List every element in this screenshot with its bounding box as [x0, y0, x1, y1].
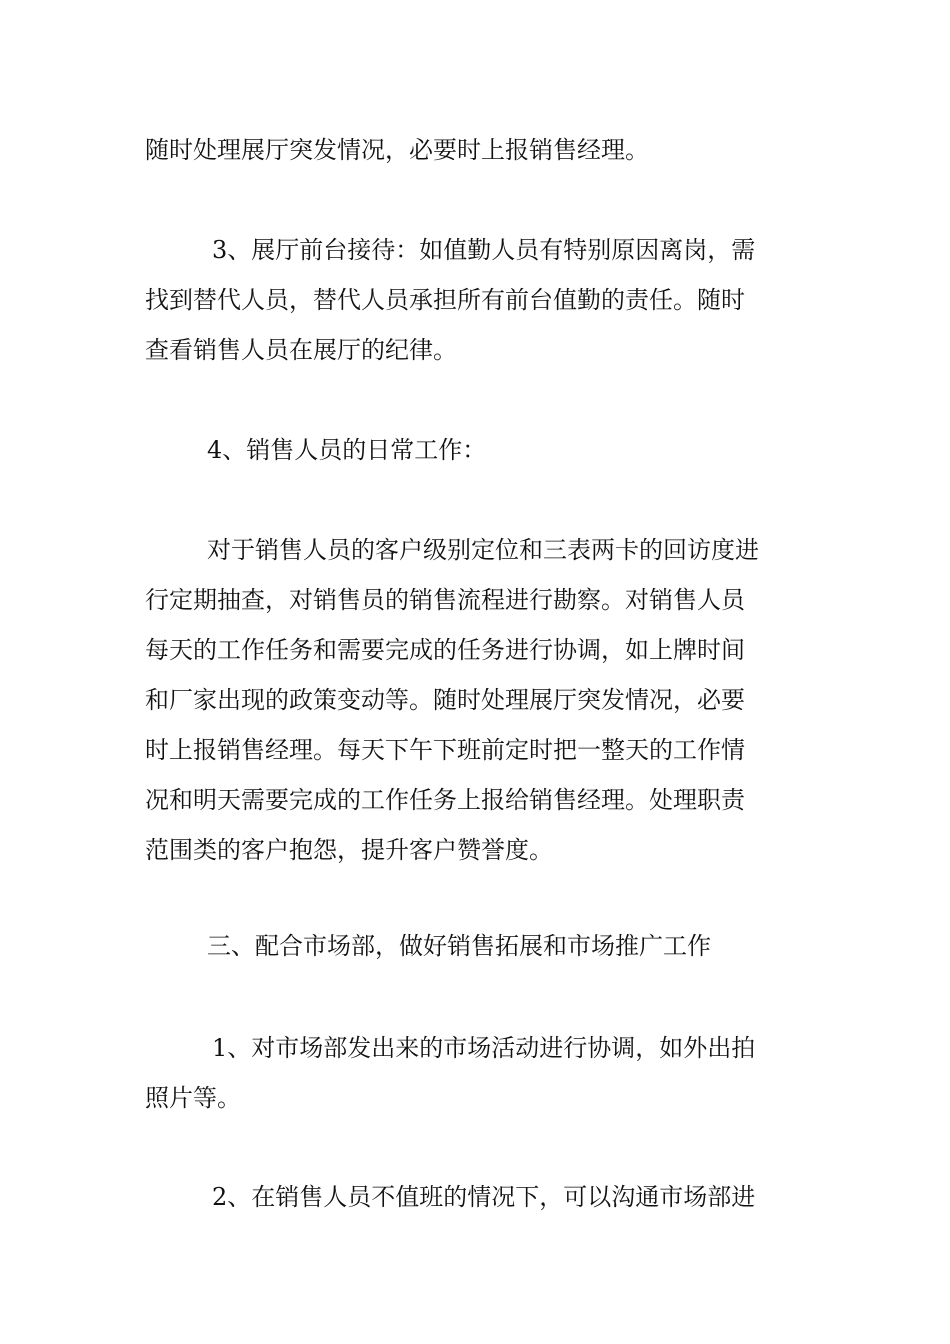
text-line-1: 随时处理展厅突发情况，必要时上报销售经理。 [145, 136, 649, 164]
section-3-heading-line: 3、展厅前台接待：如值勤人员有特别原因离岗，需 [212, 236, 756, 264]
paragraph-line-2: 行定期抽查，对销售员的销售流程进行勘察。对销售人员 [145, 586, 745, 614]
section-3-text-line-2: 找到替代人员，替代人员承担所有前台值勤的责任。随时 [145, 286, 745, 314]
item-2-line-1: 2、在销售人员不值班的情况下，可以沟通市场部进 [212, 1183, 756, 1211]
paragraph-line-7: 范围类的客户抱怨，提升客户赞誉度。 [145, 836, 553, 864]
paragraph-line-5: 时上报销售经理。每天下午下班前定时把一整天的工作情 [145, 736, 745, 764]
paragraph-line-1: 对于销售人员的客户级别定位和三表两卡的回访度进 [207, 536, 759, 564]
section-3-text-line-3: 查看销售人员在展厅的纪律。 [145, 336, 457, 364]
paragraph-line-4: 和厂家出现的政策变动等。随时处理展厅突发情况，必要 [145, 686, 745, 714]
item-1-line-1: 1、对市场部发出来的市场活动进行协调，如外出拍 [212, 1034, 756, 1062]
section-three-heading: 三、配合市场部，做好销售拓展和市场推广工作 [207, 932, 711, 960]
item-1-line-2: 照片等。 [145, 1084, 241, 1112]
section-4-heading: 4、销售人员的日常工作： [207, 436, 487, 464]
paragraph-line-6: 况和明天需要完成的工作任务上报给销售经理。处理职责 [145, 786, 745, 814]
paragraph-line-3: 每天的工作任务和需要完成的任务进行协调，如上牌时间 [145, 636, 745, 664]
